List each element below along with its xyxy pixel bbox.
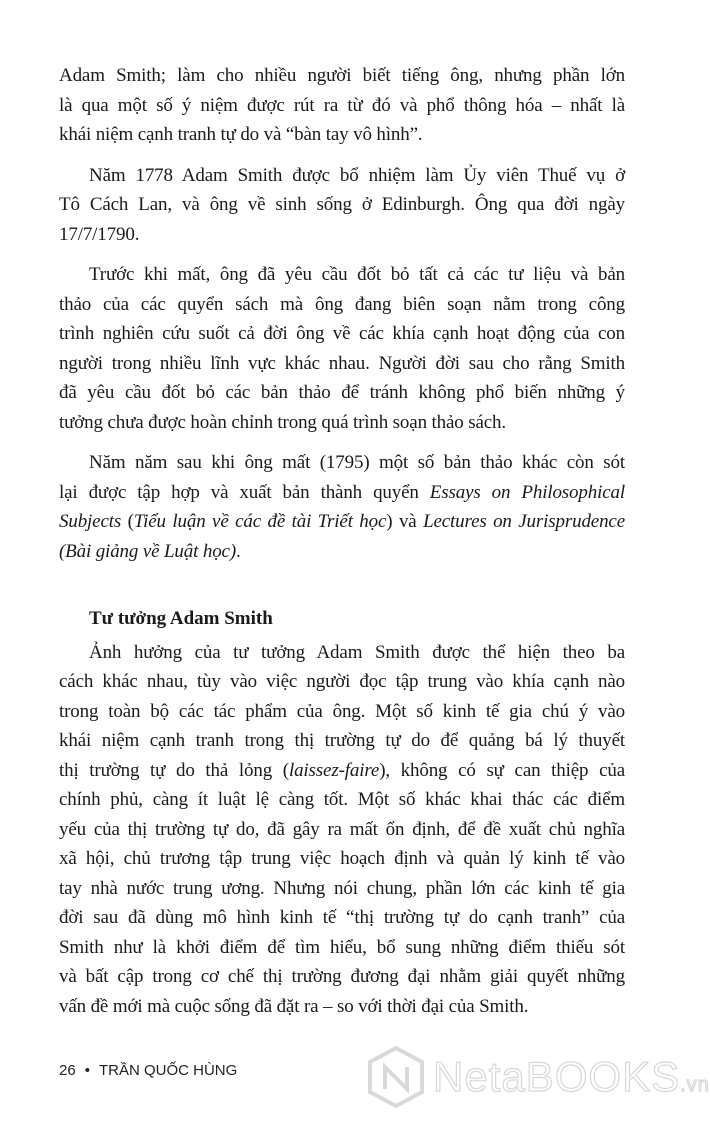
paragraph [59, 448, 625, 566]
text-line [59, 697, 625, 727]
text-line [59, 537, 625, 567]
watermark-text: NetaBOOKS.vn [433, 1053, 710, 1100]
text-line [59, 91, 625, 121]
text-segment: đời sau đã dùng mô hình kinh tế “thị trường tự do cạnh tranh” của [59, 907, 625, 928]
text-line [59, 962, 625, 992]
text-line [59, 992, 625, 1022]
text-segment: Adam Smith; làm cho nhiều người biết tiếng ông, nhưng phần lớn [59, 65, 625, 86]
text-line [59, 319, 625, 349]
text-segment: tưởng chưa được hoàn chỉnh trong quá trình soạn thảo sách. [59, 411, 506, 433]
text-segment: Năm 1778 Adam Smith được bổ nhiệm làm Ủy viên Thuế vụ ở [89, 164, 625, 186]
text-line [59, 408, 625, 438]
paragraph [59, 260, 625, 437]
text-line [59, 874, 625, 904]
text-line [59, 507, 625, 537]
italic-text: (Bài giảng về Luật học) [59, 540, 237, 562]
text-segment: khái niệm cạnh tranh tự do và “bàn tay vô hình”. [59, 124, 423, 145]
paragraph [59, 61, 625, 150]
text-segment: 17/7/1790. [59, 223, 140, 245]
text-segment: . [236, 540, 241, 562]
text-line [59, 161, 625, 191]
page-footer [59, 1062, 237, 1079]
text-segment: là qua một số ý niệm được rút ra từ đó và phổ thông hóa – nhất là [59, 94, 625, 116]
text-line [59, 61, 625, 91]
text-segment: thị trường tự do thả lỏng ( [59, 759, 289, 781]
text-segment: Năm năm sau khi ông mất (1795) một số bản thảo khác còn sót [89, 452, 625, 473]
text-segment: Ảnh hưởng của tư tưởng Adam Smith được thể hiện theo ba [89, 641, 625, 663]
section-ideas [59, 638, 625, 1022]
paragraph [59, 161, 625, 250]
text-line [59, 726, 625, 756]
text-line [59, 785, 625, 815]
text-line [59, 933, 625, 963]
page-number: 26 [59, 1062, 76, 1079]
text-segment: yếu của thị trường tự do, đã gây ra mất ổn định, để đề xuất chủ nghĩa [59, 818, 625, 840]
text-segment: và bất cập trong cơ chế thị trường đương đại nhằm giải quyết những [59, 966, 625, 987]
text-segment: lại được tập hợp và xuất bản thành quyển [59, 481, 430, 503]
text-segment: ) và [386, 511, 424, 532]
section-biography [59, 61, 625, 566]
text-line [59, 260, 625, 290]
text-segment: Trước khi mất, ông đã yêu cầu đốt bỏ tất cả các tư liệu và bản [89, 264, 625, 285]
text-line [59, 448, 625, 478]
text-segment: người trong nhiều lĩnh vực khác nhau. Người đời sau cho rằng Smith [59, 352, 625, 374]
text-segment: xã hội, chủ trương tập trung việc hoạch định và quản lý kinh tế vào [59, 848, 625, 869]
text-segment: khái niệm cạnh tranh trong thị trường tự do để quảng bá lý thuyết [59, 730, 625, 751]
text-line [59, 844, 625, 874]
text-segment: đã yêu cầu đốt bỏ các bản thảo để tránh không phổ biến những ý [59, 382, 625, 403]
italic-text: laissez-faire [288, 759, 380, 781]
text-line [59, 756, 625, 786]
text-line [59, 903, 625, 933]
footer-separator: • [84, 1062, 90, 1079]
text-line [59, 667, 625, 697]
text-line [59, 120, 625, 150]
italic-text: Lectures on Jurisprudence [423, 511, 625, 532]
italic-text: Essays on Philosophical [429, 481, 625, 503]
text-line [59, 220, 625, 250]
text-segment: Tô Cách Lan, và ông về sinh sống ở Edinburgh. Ông qua đời ngày [59, 194, 625, 215]
text-line [59, 190, 625, 220]
paragraph [59, 638, 625, 1022]
netabooks-hex-logo-icon [365, 1045, 427, 1109]
text-segment: trong toàn bộ các tác phẩm của ông. Một số kinh tế gia chú ý vào [59, 700, 625, 722]
author-name: TRẦN QUỐC HÙNG [98, 1062, 238, 1079]
text-segment: thảo của các quyển sách mà ông đang biên soạn nằm trong công [59, 293, 625, 315]
text-segment: ), không có sự can thiệp của [379, 759, 625, 781]
watermark [365, 1045, 710, 1109]
text-line [59, 478, 625, 508]
text-line [59, 290, 625, 320]
text-segment: vấn đề mới mà cuộc sống đã đặt ra – so với thời đại của Smith. [59, 995, 529, 1017]
italic-text: Subjects [59, 511, 122, 532]
italic-text: Tiểu luận về các đề tài Triết học [133, 511, 387, 532]
text-line [59, 638, 625, 668]
text-segment: chính phủ, càng ít luật lệ càng tốt. Một số khác khai thác các điểm [59, 789, 625, 810]
section-heading: Tư tưởng Adam Smith [89, 608, 273, 629]
text-segment: ( [121, 511, 134, 532]
text-line [59, 815, 625, 845]
page-body [59, 61, 625, 1032]
text-segment: trình nghiên cứu suốt cả đời ông về các khía cạnh hoạt động của con [59, 323, 625, 344]
text-segment: Smith như là khởi điểm để tìm hiểu, bổ sung những điểm thiếu sót [59, 936, 625, 958]
text-segment: tay nhà nước trung ương. Nhưng nói chung, phần lớn các kinh tế gia [59, 877, 625, 899]
text-segment: cách khác nhau, tùy vào việc người đọc tập trung vào khía cạnh nào [59, 671, 625, 692]
text-line [59, 349, 625, 379]
text-line [59, 378, 625, 408]
